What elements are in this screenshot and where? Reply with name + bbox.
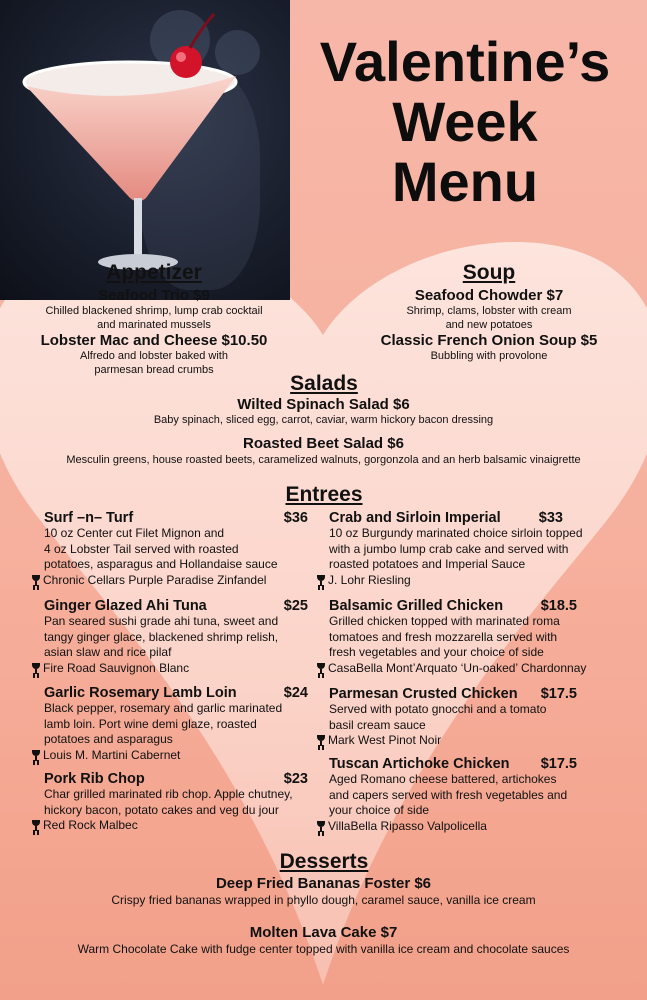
wine-glass-icon: [32, 750, 40, 761]
entree-price: $36: [283, 510, 308, 526]
entree-surf-n-turf: [44, 510, 308, 588]
entree-name: Garlic Rosemary Lamb Loin: [44, 685, 237, 701]
salad-item-1-name: Wilted Spinach Salad $6: [237, 396, 410, 413]
wine-pairing: Red Rock Malbec: [32, 818, 318, 833]
entree-price: $25: [283, 598, 308, 614]
appetizer-item-1-name: Seafood Trio $9: [98, 287, 210, 304]
entree-ginger-glazed-ahi-tuna: [44, 598, 308, 676]
entree-price: $18.5: [540, 598, 577, 614]
wine-glass-icon: [317, 575, 325, 586]
entree-desc: Pan seared sushi grade ahi tuna, sweet and tangy ginger glace, blackened shrimp relish, asian slaw and rice pilaf: [44, 614, 279, 659]
title-line-1: Valentine’s: [319, 30, 611, 93]
entree-price: $17.5: [540, 686, 577, 702]
entree-desc: Black pepper, rosemary and garlic marinated lamb loin. Port wine demi glaze, roasted potatoes and asparagus: [44, 701, 283, 746]
entree-garlic-rosemary-lamb-loin: [44, 685, 308, 763]
entree-desc: Char grilled marinated rib chop. Apple chutney, hickory bacon, potato cakes and veg du jour: [44, 787, 293, 817]
soup-item-1-name: Seafood Chowder $7: [414, 287, 564, 304]
wine-pairing: VillaBella Ripasso Valpolicella: [317, 819, 599, 834]
salad-item-2-desc: Mesculin greens, house roasted beets, caramelized walnuts, gorgonzola and an herb balsamic vinaigrette: [66, 454, 581, 466]
salads-heading: Salads: [290, 372, 358, 395]
entree-name: Balsamic Grilled Chicken: [329, 598, 504, 614]
entree-balsamic-grilled-chicken: [329, 598, 609, 676]
entree-desc: 10 oz Center cut Filet Mignon and 4 oz Lobster Tail served with roasted potatoes, asparagus and Hollandaise sauce: [44, 526, 278, 571]
wine-glass-icon: [32, 820, 40, 831]
entree-desc: Aged Romano cheese battered, artichokes and capers served with fresh vegetables and your choice of side: [329, 772, 568, 817]
desserts-heading: Desserts: [279, 850, 369, 873]
dessert-item-2-desc: Warm Chocolate Cake with fudge center topped with vanilla ice cream and chocolate sauces: [77, 942, 570, 956]
salad-item-2-name: Roasted Beet Salad $6: [243, 435, 404, 452]
wine-pairing: J. Lohr Riesling: [317, 573, 593, 588]
soup-heading: Soup: [462, 261, 516, 284]
dessert-item-1-name: Deep Fried Bananas Foster $6: [215, 875, 432, 892]
entree-pork-rib-chop: [44, 771, 318, 833]
salad-item-1-desc: Baby spinach, sliced egg, carrot, caviar, warm hickory bacon dressing: [153, 414, 494, 426]
dessert-item-2-name: Molten Lava Cake $7: [249, 924, 398, 941]
wine-pairing: Mark West Pinot Noir: [317, 733, 593, 748]
entree-name: Surf –n– Turf: [44, 510, 134, 526]
entree-name: Tuscan Artichoke Chicken: [329, 756, 510, 772]
entrees-heading: Entrees: [285, 483, 363, 506]
entree-tuscan-artichoke-chicken: [329, 756, 599, 834]
entree-price: $24: [283, 685, 308, 701]
entree-price: $23: [283, 771, 308, 787]
appetizer-item-2-name: Lobster Mac and Cheese $10.50: [40, 332, 268, 349]
wine-glass-icon: [32, 663, 40, 674]
wine-glass-icon: [32, 575, 40, 586]
entree-crab-and-sirloin-imperial: [329, 510, 593, 588]
wine-pairing: Louis M. Martini Cabernet: [32, 748, 308, 763]
entree-desc: Grilled chicken topped with marinated roma tomatoes and fresh mozzarella served with fresh vegetables and your choice of side: [329, 614, 560, 659]
entree-name: Ginger Glazed Ahi Tuna: [44, 598, 207, 614]
title-line-3: Menu: [391, 150, 539, 213]
entree-desc: Served with potato gnocchi and a tomato basil cream sauce: [329, 702, 547, 732]
soup-item-2-desc: Bubbling with provolone: [430, 350, 548, 362]
wine-pairing: Chronic Cellars Purple Paradise Zinfandel: [32, 573, 308, 588]
entree-price: $33: [538, 510, 563, 526]
entree-name: Pork Rib Chop: [44, 771, 145, 787]
entree-parmesan-crusted-chicken: [329, 686, 593, 748]
wine-glass-icon: [317, 735, 325, 746]
entree-price: $17.5: [540, 756, 577, 772]
soup-item-1-desc: Shrimp, clams, lobster with cream and new potatoes: [406, 305, 572, 331]
appetizer-item-2-desc: Alfredo and lobster baked with parmesan bread crumbs: [80, 350, 228, 376]
wine-glass-icon: [317, 663, 325, 674]
entree-name: Crab and Sirloin Imperial: [329, 510, 501, 526]
wine-pairing: CasaBella Mont’Arquato ‘Un-oaked’ Chardonnay: [317, 661, 609, 676]
entree-name: Parmesan Crusted Chicken: [329, 686, 518, 702]
martini-glass-icon: [0, 0, 290, 300]
cocktail-photo: [0, 0, 290, 300]
wine-glass-icon: [317, 821, 325, 832]
appetizer-item-1-desc: Chilled blackened shrimp, lump crab cocktail and marinated mussels: [45, 305, 263, 331]
dessert-item-1-desc: Crispy fried bananas wrapped in phyllo dough, caramel sauce, vanilla ice cream: [111, 893, 536, 907]
entree-desc: 10 oz Burgundy marinated choice sirloin topped with a jumbo lump crab cake and served with roasted potatoes and Imperial Sauce: [329, 526, 583, 571]
title-line-2: Week: [392, 90, 538, 153]
menu-title: [300, 32, 630, 212]
wine-pairing: Fire Road Sauvignon Blanc: [32, 661, 308, 676]
appetizer-heading: Appetizer: [106, 261, 202, 284]
soup-item-2-name: Classic French Onion Soup $5: [380, 332, 598, 349]
